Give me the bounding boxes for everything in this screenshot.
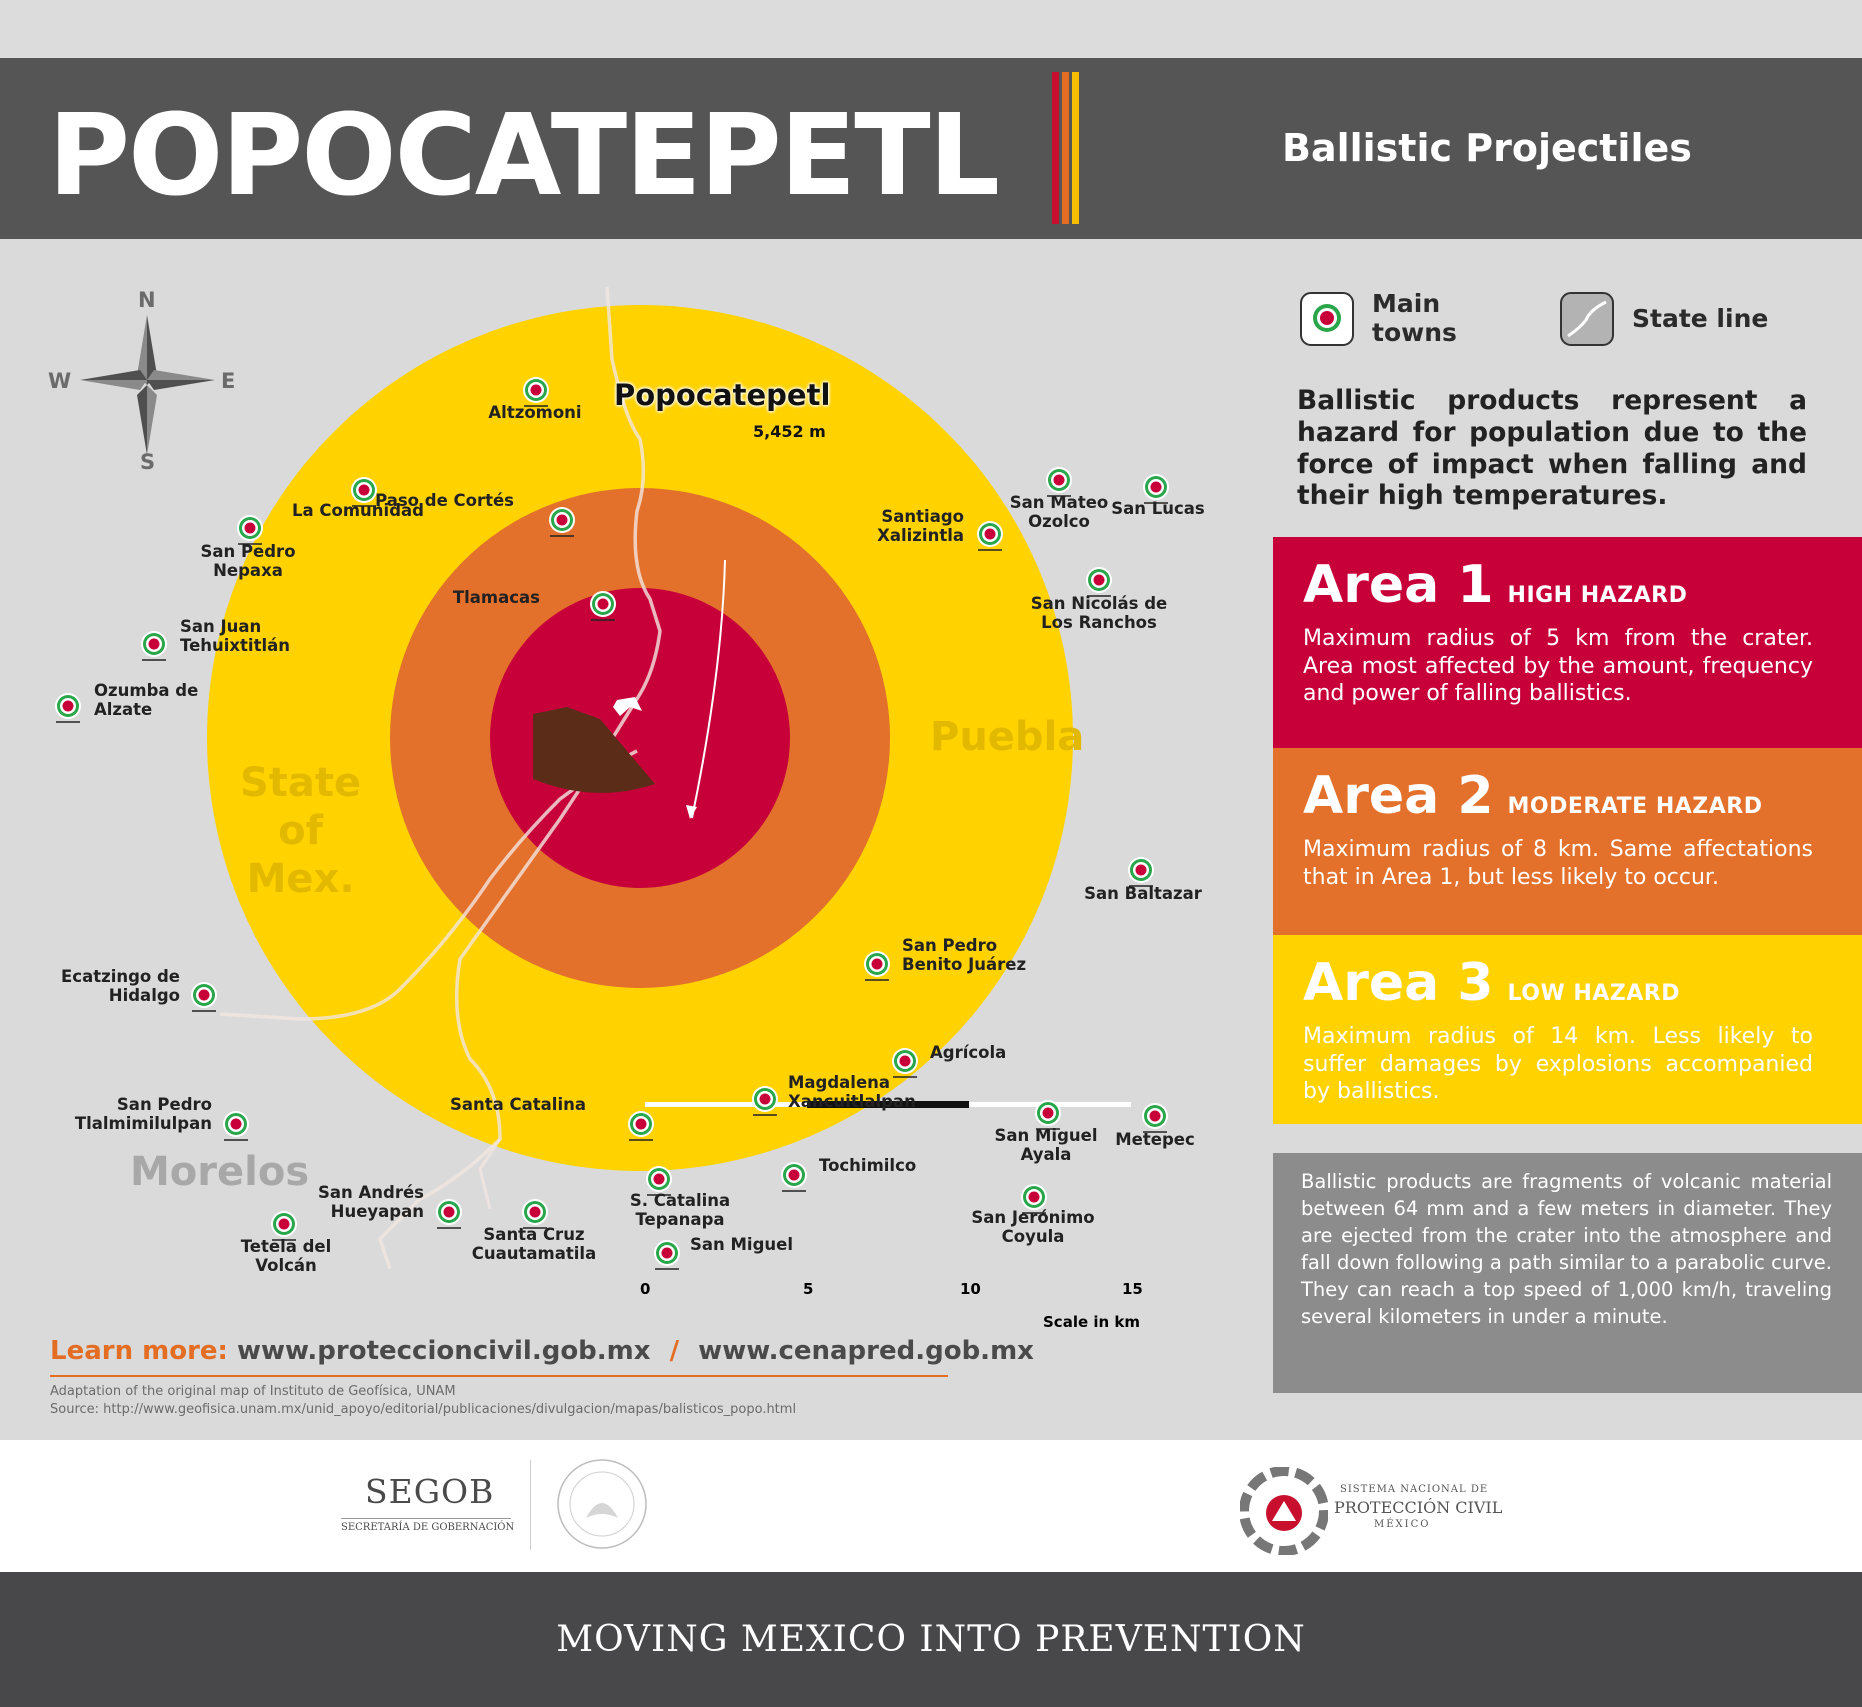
town-marker-icon (626, 1109, 656, 1143)
town-label: San Andrés Hueyapan (318, 1183, 424, 1221)
town-label: Ecatzingo de Hidalgo (61, 967, 180, 1005)
learn-more-label: Learn more: (50, 1336, 228, 1366)
area-2-title: Area 2 (1303, 766, 1494, 826)
ballistic-note: Ballistic products are fragments of volcanic material between 64 mm and a few meters in diameter. They are ejected from the crater into the atmosphere and fall down following a path similar to a parabolic curve. They can reach a top speed of 1,000 km/h, traveling several kilometers in under a minute. (1273, 1153, 1862, 1393)
town-label: Magdalena Xancuitlalpan (788, 1073, 916, 1111)
town-label: San Mateo Ozolco (1009, 493, 1109, 531)
town-label: Santiago Xalizintla (877, 507, 964, 545)
town-label: San Lucas (1111, 499, 1205, 518)
town-label: Altzomoni (488, 403, 582, 422)
town-label: Metepec (1115, 1130, 1195, 1149)
town-label: Santa Cruz Cuautamatila (471, 1225, 597, 1263)
footer-logos (0, 1440, 1862, 1572)
area-2-desc: Maximum radius of 8 km. Same affectations that in Area 1, but less likely to occur. (1303, 837, 1813, 890)
town-label: Ozumba de Alzate (94, 681, 199, 719)
area-1-level: HIGH HAZARD (1507, 583, 1688, 608)
learn-more-underline (50, 1375, 948, 1377)
town-label: La Comunidad (292, 501, 424, 520)
town-label: Paso de Cortés (375, 491, 514, 510)
scale-tick-15: 15 (1122, 1280, 1143, 1298)
town-marker-icon (862, 949, 892, 983)
town-label: San Juan Tehuixtitlán (180, 617, 291, 655)
town-marker-icon (588, 589, 618, 623)
credit-adaptation: Adaptation of the original map of Instituto de Geofísica, UNAM (50, 1384, 456, 1399)
town-marker-icon (53, 691, 83, 725)
tagline: MOVING MEXICO INTO PREVENTION (0, 1572, 1862, 1707)
legend-stateline: State line (1560, 292, 1768, 346)
town-marker-icon (750, 1084, 780, 1118)
town-marker-icon (1300, 292, 1354, 346)
town-marker-icon (139, 629, 169, 663)
legend-towns: Main towns (1300, 290, 1462, 348)
scale-label: Scale in km (1043, 1313, 1141, 1331)
credit-source: Source: http://www.geofisica.unam.mx/unid_apoyo/editorial/publicaciones/divulgacion/mapas/balisticos_popo.html (50, 1402, 797, 1417)
town-label: San Miguel Ayala (994, 1126, 1098, 1164)
scale-tick-10: 10 (960, 1280, 981, 1298)
proteccion-civil-logo-icon (1240, 1467, 1328, 1555)
town-label: Tochimilco (819, 1156, 917, 1175)
compass-s: S (140, 450, 156, 474)
town-label: Tetela del Volcán (240, 1237, 332, 1275)
town-marker-icon (221, 1109, 251, 1143)
compass-n: N (138, 288, 156, 312)
area-1-title: Area 1 (1303, 555, 1494, 615)
page-subtitle: Ballistic Projectiles (1282, 126, 1692, 170)
area-2-level: MODERATE HAZARD (1507, 794, 1763, 819)
town-marker-icon (779, 1160, 809, 1194)
segob-logo: SEGOB (365, 1472, 495, 1511)
town-label: San Nicolás de Los Ranchos (1030, 594, 1168, 632)
town-marker-icon (547, 505, 577, 539)
header-color-stripes (1052, 72, 1080, 224)
town-label: San Pedro Benito Juárez (902, 936, 1027, 974)
learn-more (50, 1336, 1034, 1366)
segob-subtitle: SECRETARÍA DE GOBERNACIÓN (341, 1522, 515, 1533)
state-label-morelos: Morelos (130, 1149, 310, 1195)
town-label: San Baltazar (1084, 884, 1202, 903)
town-label: Santa Catalina (450, 1095, 586, 1114)
scale-segment-0-5 (645, 1102, 807, 1107)
area-1-desc: Maximum radius of 5 km from the crater. Area most affected by the amount, frequency and power of falling ballistics. (1303, 626, 1813, 706)
pc-line2: PROTECCIÓN CIVIL (1334, 1498, 1503, 1517)
national-seal-icon (556, 1458, 648, 1550)
town-label: San Pedro Nepaxa (200, 542, 296, 580)
area-1-panel (1273, 537, 1862, 748)
link-proteccioncivil[interactable]: www.proteccioncivil.gob.mx (237, 1336, 651, 1366)
volcano-elevation: 5,452 m (753, 422, 826, 441)
town-label: Agrícola (930, 1043, 1007, 1062)
area-3-desc: Maximum radius of 14 km. Less likely to suffer damages by explosions accompanied by ballistics. (1303, 1024, 1813, 1104)
compass-e: E (221, 369, 236, 393)
pc-line1: SISTEMA NACIONAL DE (1340, 1484, 1489, 1495)
link-cenapred[interactable]: www.cenapred.gob.mx (698, 1336, 1034, 1366)
area-3-level: LOW HAZARD (1507, 981, 1681, 1006)
page-title: POPOCATEPETL (48, 91, 999, 221)
volcano-name: Popocatepetl (614, 378, 831, 412)
state-label-mexico: State of Mex. (240, 760, 362, 902)
segob-divider (341, 1518, 511, 1519)
town-label: S. Catalina Tepanapa (629, 1191, 731, 1229)
top-strip (0, 0, 1862, 58)
link-separator: / (669, 1336, 680, 1366)
state-line-icon (1560, 292, 1614, 346)
area-3-panel (1273, 935, 1862, 1124)
area-2-panel (1273, 748, 1862, 935)
scale-tick-0: 0 (640, 1280, 651, 1298)
town-marker-icon (189, 980, 219, 1014)
town-label: San Pedro Tlalmimilulpan (74, 1095, 212, 1133)
scale-tick-5: 5 (803, 1280, 814, 1298)
state-label-puebla: Puebla (930, 714, 1085, 760)
town-label: Tlamacas (452, 588, 540, 607)
town-label: San Miguel (690, 1235, 793, 1254)
pc-line3: MÉXICO (1374, 1519, 1431, 1530)
town-label: San Jerónimo Coyula (971, 1208, 1095, 1246)
compass-w: W (48, 369, 72, 393)
area-3-title: Area 3 (1303, 953, 1494, 1013)
intro-text: Ballistic products represent a hazard for population due to the force of impact when falling and their high temperatures. (1297, 385, 1807, 512)
town-marker-icon (652, 1238, 682, 1272)
logo-divider (530, 1460, 531, 1550)
